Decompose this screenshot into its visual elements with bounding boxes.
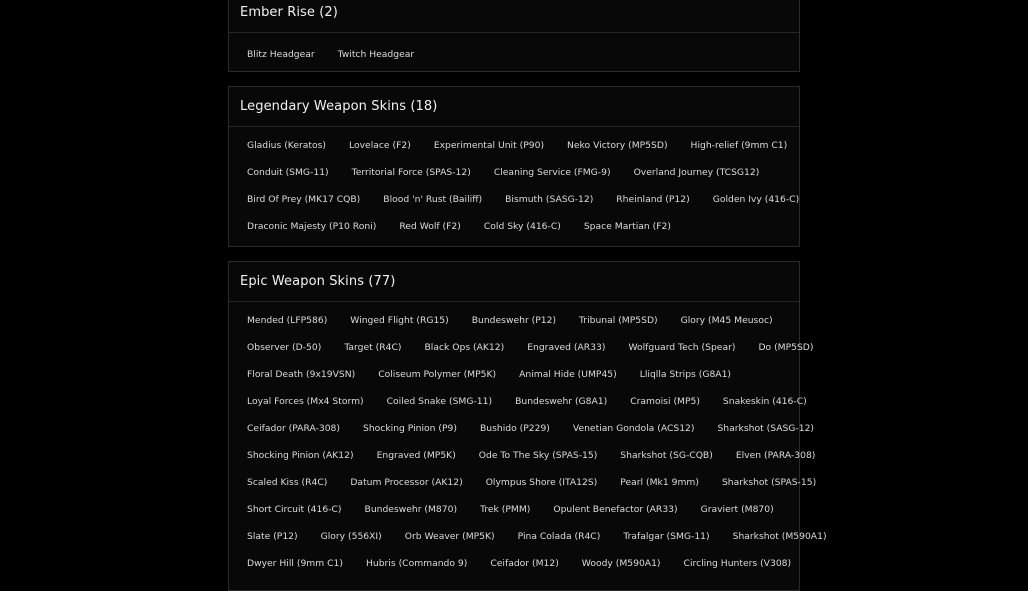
item-row (240, 361, 788, 388)
item-row (240, 159, 788, 186)
list-item[interactable]: Hubris (Commando 9) (365, 558, 468, 569)
item-row (240, 496, 788, 523)
item-row (240, 213, 788, 240)
list-item[interactable]: Target (R4C) (344, 342, 402, 353)
list-item[interactable]: Wolfguard Tech (Spear) (628, 342, 736, 353)
list-item[interactable]: Olympus Shore (ITA12S) (485, 477, 598, 488)
section-title: Legendary Weapon Skins (18) (240, 99, 438, 114)
list-item[interactable]: Short Circuit (416-C) (247, 504, 342, 515)
list-item[interactable]: Cleaning Service (FMG-9) (493, 167, 611, 178)
list-item[interactable]: Scaled Kiss (R4C) (247, 477, 328, 488)
list-item[interactable]: Floral Death (9x19VSN) (247, 369, 356, 380)
list-item[interactable]: Experimental Unit (P90) (433, 140, 545, 151)
item-row (240, 132, 788, 159)
list-item[interactable]: Space Martian (F2) (583, 221, 671, 232)
item-row (240, 307, 788, 334)
list-item[interactable]: Ceifador (M12) (490, 558, 559, 569)
list-item[interactable]: Gladius (Keratos) (247, 140, 327, 151)
list-item[interactable]: Bundeswehr (P12) (471, 315, 557, 326)
list-item[interactable]: Sharkshot (SASG-12) (717, 423, 815, 434)
section-epic-weapon-skins (228, 261, 827, 591)
list-item[interactable]: Glory (M45 Meusoc) (680, 315, 773, 326)
list-item[interactable]: Blitz Headgear (247, 49, 315, 60)
list-item[interactable]: Graviert (M870) (700, 504, 774, 515)
list-item[interactable]: Animal Hide (UMP45) (519, 369, 617, 380)
section-legendary-weapon-skins (228, 86, 800, 247)
item-row (240, 388, 807, 415)
list-item[interactable]: High-relief (9mm C1) (690, 140, 788, 151)
list-item[interactable]: Twitch Headgear (337, 49, 415, 60)
list-item[interactable]: Bismuth (SASG-12) (505, 194, 594, 205)
list-item[interactable]: Sharkshot (M590A1) (732, 531, 827, 542)
list-item[interactable]: Woody (M590A1) (581, 558, 661, 569)
section-header (229, 262, 799, 302)
list-item[interactable]: Trek (PMM) (480, 504, 531, 515)
list-item[interactable]: Conduit (SMG-11) (247, 167, 329, 178)
list-item[interactable]: Tribunal (MP5SD) (579, 315, 658, 326)
list-item[interactable]: Bundeswehr (G8A1) (515, 396, 608, 407)
list-item[interactable]: Coiled Snake (SMG-11) (386, 396, 493, 407)
list-item[interactable]: Lliqlla Strips (G8A1) (639, 369, 732, 380)
list-item[interactable]: Ode To The Sky (SPAS-15) (478, 450, 598, 461)
list-item[interactable]: Cramoisi (MP5) (630, 396, 700, 407)
list-item[interactable]: Cold Sky (416-C) (483, 221, 561, 232)
list-item[interactable]: Elven (PARA-308) (735, 450, 816, 461)
section-title: Epic Weapon Skins (77) (240, 274, 396, 289)
item-row (240, 41, 788, 68)
list-item[interactable]: Datum Processor (AK12) (350, 477, 463, 488)
list-item[interactable]: Red Wolf (F2) (399, 221, 461, 232)
list-item[interactable]: Bundeswehr (M870) (364, 504, 458, 515)
list-item[interactable]: Rheinland (P12) (616, 194, 690, 205)
list-item[interactable]: Golden Ivy (416-C) (712, 194, 800, 205)
list-item[interactable]: Winged Flight (RG15) (350, 315, 449, 326)
list-item[interactable]: Circling Hunters (V308) (683, 558, 792, 569)
list-item[interactable]: Sharkshot (SPAS-15) (721, 477, 817, 488)
list-item[interactable]: Snakeskin (416-C) (722, 396, 807, 407)
section-ember-rise (228, 0, 800, 72)
list-item[interactable]: Overland Journey (TCSG12) (633, 167, 760, 178)
list-item[interactable]: Black Ops (AK12) (424, 342, 505, 353)
list-item[interactable]: Territorial Force (SPAS-12) (351, 167, 471, 178)
item-row (240, 523, 827, 550)
item-row (240, 442, 816, 469)
list-item[interactable]: Shocking Pinion (P9) (363, 423, 457, 434)
item-row (240, 415, 815, 442)
item-row (240, 469, 817, 496)
list-item[interactable]: Glory (556XI) (320, 531, 382, 542)
list-item[interactable]: Engraved (MP5K) (376, 450, 456, 461)
list-item[interactable]: Opulent Benefactor (AR33) (553, 504, 678, 515)
list-item[interactable]: Engraved (AR33) (527, 342, 606, 353)
section-items (229, 33, 799, 68)
section-title: Ember Rise (2) (240, 5, 338, 20)
list-item[interactable]: Trafalgar (SMG-11) (623, 531, 710, 542)
list-item[interactable]: Do (MP5SD) (758, 342, 814, 353)
item-row (240, 186, 800, 213)
list-item[interactable]: Draconic Majesty (P10 Roni) (247, 221, 377, 232)
list-item[interactable]: Blood 'n' Rust (Bailiff) (383, 194, 483, 205)
list-item[interactable]: Coliseum Polymer (MP5K) (378, 369, 497, 380)
list-item[interactable]: Venetian Gondola (ACS12) (572, 423, 695, 434)
list-item[interactable]: Pina Colada (R4C) (517, 531, 601, 542)
list-item[interactable]: Bird Of Prey (MK17 CQB) (247, 194, 361, 205)
list-item[interactable]: Lovelace (F2) (349, 140, 411, 151)
list-item[interactable]: Sharkshot (SG-CQB) (620, 450, 713, 461)
list-item[interactable]: Loyal Forces (Mx4 Storm) (247, 396, 364, 407)
list-item[interactable]: Bushido (P229) (479, 423, 550, 434)
list-item[interactable]: Mended (LFP586) (247, 315, 328, 326)
list-item[interactable]: Shocking Pinion (AK12) (247, 450, 354, 461)
section-header (229, 87, 799, 127)
list-item[interactable]: Neko Victory (MP5SD) (567, 140, 668, 151)
item-row (240, 550, 792, 577)
list-item[interactable]: Ceifador (PARA-308) (247, 423, 340, 434)
section-items (229, 127, 799, 240)
list-item[interactable]: Orb Weaver (MP5K) (404, 531, 495, 542)
section-items (229, 302, 827, 577)
item-row (240, 334, 814, 361)
section-header (229, 0, 799, 33)
list-item[interactable]: Slate (P12) (247, 531, 298, 542)
list-item[interactable]: Pearl (Mk1 9mm) (620, 477, 699, 488)
list-item[interactable]: Observer (D-50) (247, 342, 322, 353)
list-item[interactable]: Dwyer Hill (9mm C1) (247, 558, 343, 569)
